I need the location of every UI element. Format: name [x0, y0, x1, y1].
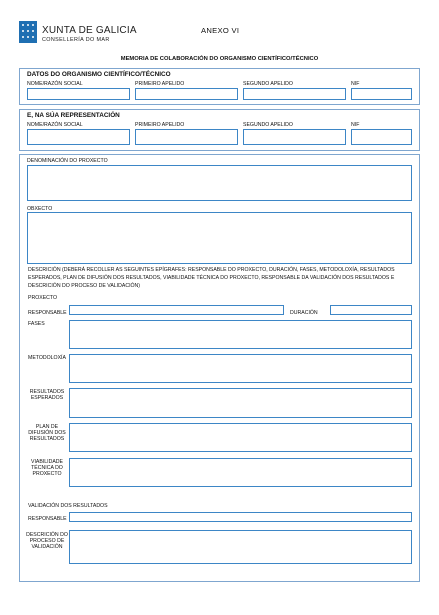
document-title: MEMORIA DE COLABORACIÓN DO ORGANISMO CIENTÍFICO/TÉCNICO — [120, 56, 319, 62]
organism-surname1-label: PRIMEIRO APELIDO — [135, 81, 185, 87]
organism-name-field[interactable] — [27, 88, 130, 100]
brand-name: XUNTA DE GALICIA — [42, 25, 137, 36]
validation-responsible-field[interactable] — [69, 512, 412, 522]
expected-results-label: RESULTADOS ESPERADOS — [29, 389, 65, 401]
department-name: CONSELLERÍA DO MAR — [42, 37, 110, 43]
viability-field[interactable] — [69, 458, 412, 487]
phases-field[interactable] — [69, 320, 412, 349]
object-label: OBXECTO — [27, 206, 53, 212]
xunta-logo-icon — [19, 21, 37, 43]
project-section-label: PROXECTO — [28, 295, 58, 301]
expected-results-field[interactable] — [69, 388, 412, 418]
validation-responsible-label: RESPONSABLE — [28, 516, 67, 522]
validation-process-label: DESCRICIÓN DO PROCESO DE VALIDACIÓN — [26, 532, 68, 550]
dissemination-label: PLAN DE DIFUSIÓN DOS RESULTADOS — [28, 424, 66, 442]
description-instructions: DESCRICIÓN (DEBERÁ RECOLLER AS SEGUINTES EPÍGRAFES: RESPONSABLE DO PROXECTO, DURACIÓN, FASES, METODOLOXÍA, RESULTADOS ESPERADOS, PLAN DE DIFUSIÓN DOS RESULTADOS, VIABILIDADE TÉCNICA DO PROXECTO, RESPONSABLE DA VALIDACIÓN DOS RESULTADOS E DESCRICIÓN DO PROCESO DE VALIDACIÓN) — [28, 267, 395, 289]
representative-nif-field[interactable] — [351, 129, 412, 145]
representative-surname2-field[interactable] — [243, 129, 346, 145]
organism-surname2-field[interactable] — [243, 88, 346, 100]
viability-label: VIABILIDADE TÉCNICA DO PROXECTO — [30, 459, 63, 477]
validation-process-field[interactable] — [69, 530, 412, 564]
representative-heading: E, NA SÚA REPRESENTACIÓN — [27, 112, 120, 119]
organism-nif-label: NIF — [351, 81, 360, 87]
methodology-field[interactable] — [69, 354, 412, 383]
representative-name-field[interactable] — [27, 129, 130, 145]
organism-nif-field[interactable] — [351, 88, 412, 100]
representative-nif-label: NIF — [351, 122, 360, 128]
representative-name-label: NOME/RAZÓN SOCIAL — [27, 122, 83, 128]
organism-name-label: NOME/RAZÓN SOCIAL — [27, 81, 83, 87]
denomination-field[interactable] — [27, 165, 412, 201]
phases-label: FASES — [28, 321, 45, 327]
dissemination-field[interactable] — [69, 423, 412, 452]
duration-field[interactable] — [330, 305, 412, 315]
annex-label: ANEXO VI — [201, 26, 240, 35]
organism-surname2-label: SEGUNDO APELIDO — [243, 81, 293, 87]
duration-label: DURACIÓN — [290, 310, 318, 316]
validation-heading: VALIDACIÓN DOS RESULTADOS — [28, 503, 108, 509]
object-field[interactable] — [27, 212, 412, 264]
methodology-label: METODOLOXÍA — [28, 355, 66, 361]
denomination-label: DENOMINACIÓN DO PROXECTO — [27, 158, 108, 164]
representative-surname1-label: PRIMEIRO APELIDO — [135, 122, 185, 128]
responsible-label: RESPONSABLE — [28, 310, 67, 316]
representative-surname1-field[interactable] — [135, 129, 238, 145]
organism-surname1-field[interactable] — [135, 88, 238, 100]
representative-surname2-label: SEGUNDO APELIDO — [243, 122, 293, 128]
responsible-field[interactable] — [69, 305, 284, 315]
organism-heading: DATOS DO ORGANISMO CIENTÍFICO/TÉCNICO — [27, 71, 171, 78]
